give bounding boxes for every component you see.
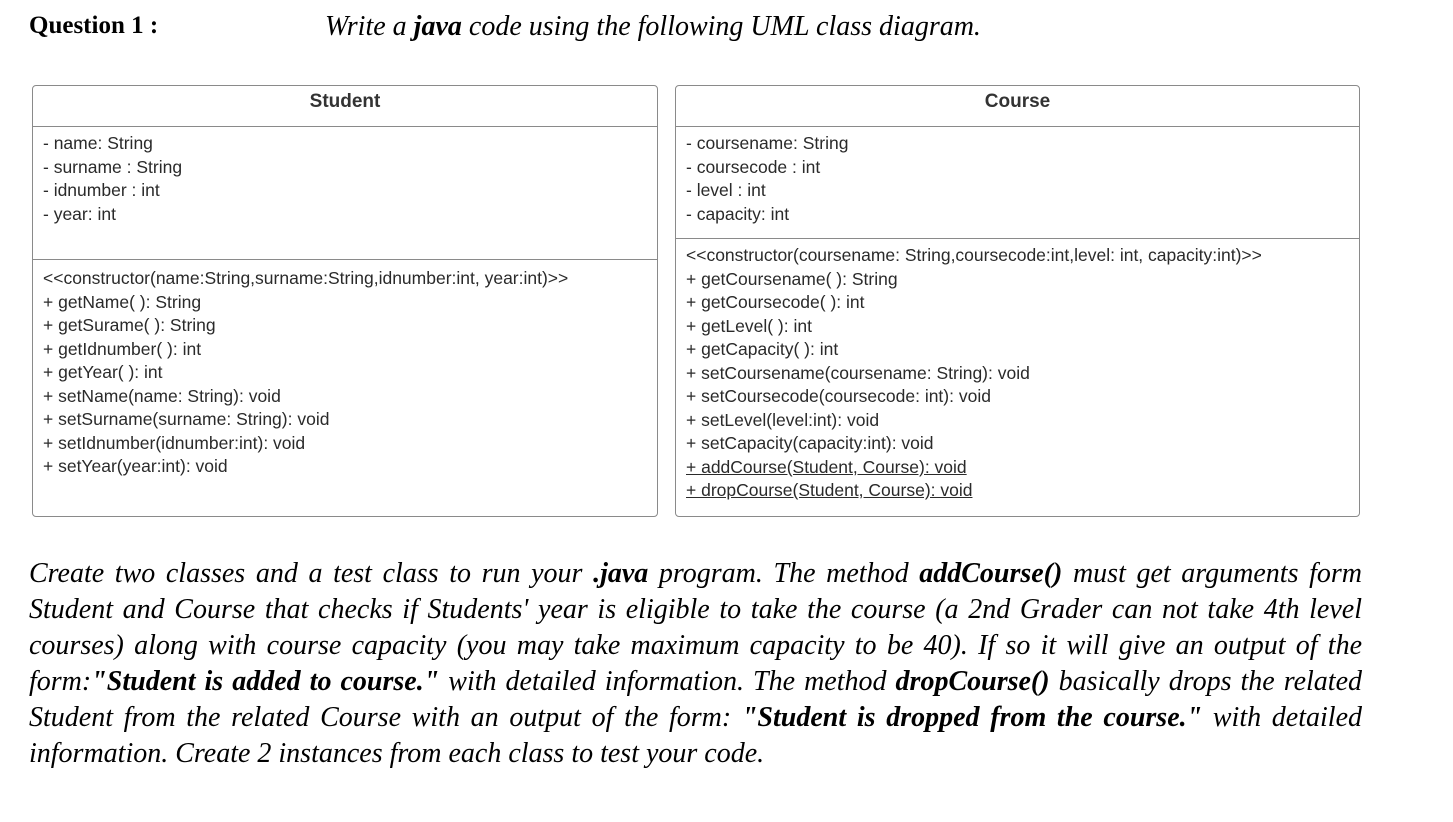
uml-member: <<constructor(name:String,surname:String,idnumber:int, year:int)>> bbox=[43, 268, 569, 288]
uml-member: + getCoursecode( ): int bbox=[686, 292, 865, 312]
para-text-5: basically drops the related Student from the related Course with an output of the form: bbox=[29, 666, 1363, 733]
course-title-divider bbox=[676, 126, 1359, 127]
uml-member: + setCapacity(capacity:int): void bbox=[686, 433, 934, 453]
student-class-box bbox=[32, 85, 658, 517]
para-dropped-msg-bold: "Student is dropped from the course." bbox=[741, 702, 1203, 733]
uml-member: + getName( ): String bbox=[43, 291, 202, 312]
prompt-java-bold: java bbox=[413, 11, 462, 42]
uml-member: - coursename: String bbox=[686, 133, 849, 153]
uml-member: - surname : String bbox=[43, 156, 183, 177]
course-methods bbox=[686, 244, 1262, 503]
course-attributes-divider bbox=[676, 238, 1359, 239]
uml-member: + setName(name: String): void bbox=[43, 385, 281, 406]
uml-member: <<constructor(coursename: String,coursecode:int,level: int, capacity:int)>> bbox=[686, 245, 1262, 265]
para-text-1: Create two classes and a test class to run your bbox=[29, 558, 594, 589]
instructions-paragraph bbox=[29, 556, 1362, 772]
uml-member: - idnumber : int bbox=[43, 180, 160, 200]
question-prompt bbox=[325, 11, 981, 43]
uml-member: + getCapacity( ): int bbox=[686, 339, 839, 359]
prompt-text-1: Write a bbox=[325, 11, 414, 42]
uml-member: + getCoursename( ): String bbox=[686, 268, 898, 289]
para-text-4: with detailed information. The method bbox=[439, 666, 896, 697]
para-text-3: must get arguments form Student and Course that checks if Students' year is eligible to take the course (a 2nd Grader can not take 4th level courses) along with course capacity (you may take maximum capacity to be 40). If so it will give an output of the form: bbox=[29, 558, 1363, 697]
uml-member: + setYear(year:int): void bbox=[43, 456, 228, 476]
uml-member: + setIdnumber(idnumber:int): void bbox=[43, 432, 306, 453]
student-class-title: Student bbox=[309, 91, 381, 112]
uml-member: + getSurame( ): String bbox=[43, 315, 216, 335]
uml-member: + setLevel(level:int): void bbox=[686, 409, 880, 430]
course-class-box bbox=[675, 85, 1360, 517]
course-class-title: Course bbox=[984, 91, 1051, 112]
prompt-text-2: code using the following UML class diagram. bbox=[461, 11, 981, 42]
uml-member: + setCoursename(coursename: String): void bbox=[686, 362, 1030, 383]
para-dropcourse-bold: dropCourse() bbox=[895, 666, 1050, 697]
student-attributes-divider bbox=[33, 259, 657, 260]
question-label: Question 1 : bbox=[29, 12, 159, 39]
uml-member: - year: int bbox=[43, 203, 116, 224]
uml-member: - level : int bbox=[686, 180, 766, 200]
para-added-msg-bold: "Student is added to course." bbox=[91, 666, 440, 697]
course-attributes bbox=[686, 132, 848, 226]
para-addcourse-bold: addCourse() bbox=[919, 558, 1063, 589]
uml-member: - capacity: int bbox=[686, 203, 790, 224]
uml-member: + setCoursecode(coursecode: int): void bbox=[686, 386, 991, 406]
student-title-divider bbox=[33, 126, 657, 127]
uml-member: + dropCourse(Student, Course): void bbox=[686, 480, 973, 500]
uml-member: + addCourse(Student, Course): void bbox=[686, 456, 967, 477]
uml-member: - coursecode : int bbox=[686, 156, 821, 177]
para-text-6: with detailed information. Create 2 instances from each class to test your code. bbox=[29, 702, 1362, 769]
para-text-2: program. The method bbox=[648, 558, 920, 589]
uml-member: + getYear( ): int bbox=[43, 362, 163, 382]
uml-member: + setSurname(surname: String): void bbox=[43, 409, 330, 429]
uml-member: + getLevel( ): int bbox=[686, 315, 812, 336]
uml-member: - name: String bbox=[43, 133, 153, 153]
uml-member: + getIdnumber( ): int bbox=[43, 338, 202, 359]
student-attributes bbox=[43, 132, 182, 226]
student-methods bbox=[43, 267, 568, 479]
para-java-bold: .java bbox=[593, 558, 649, 589]
